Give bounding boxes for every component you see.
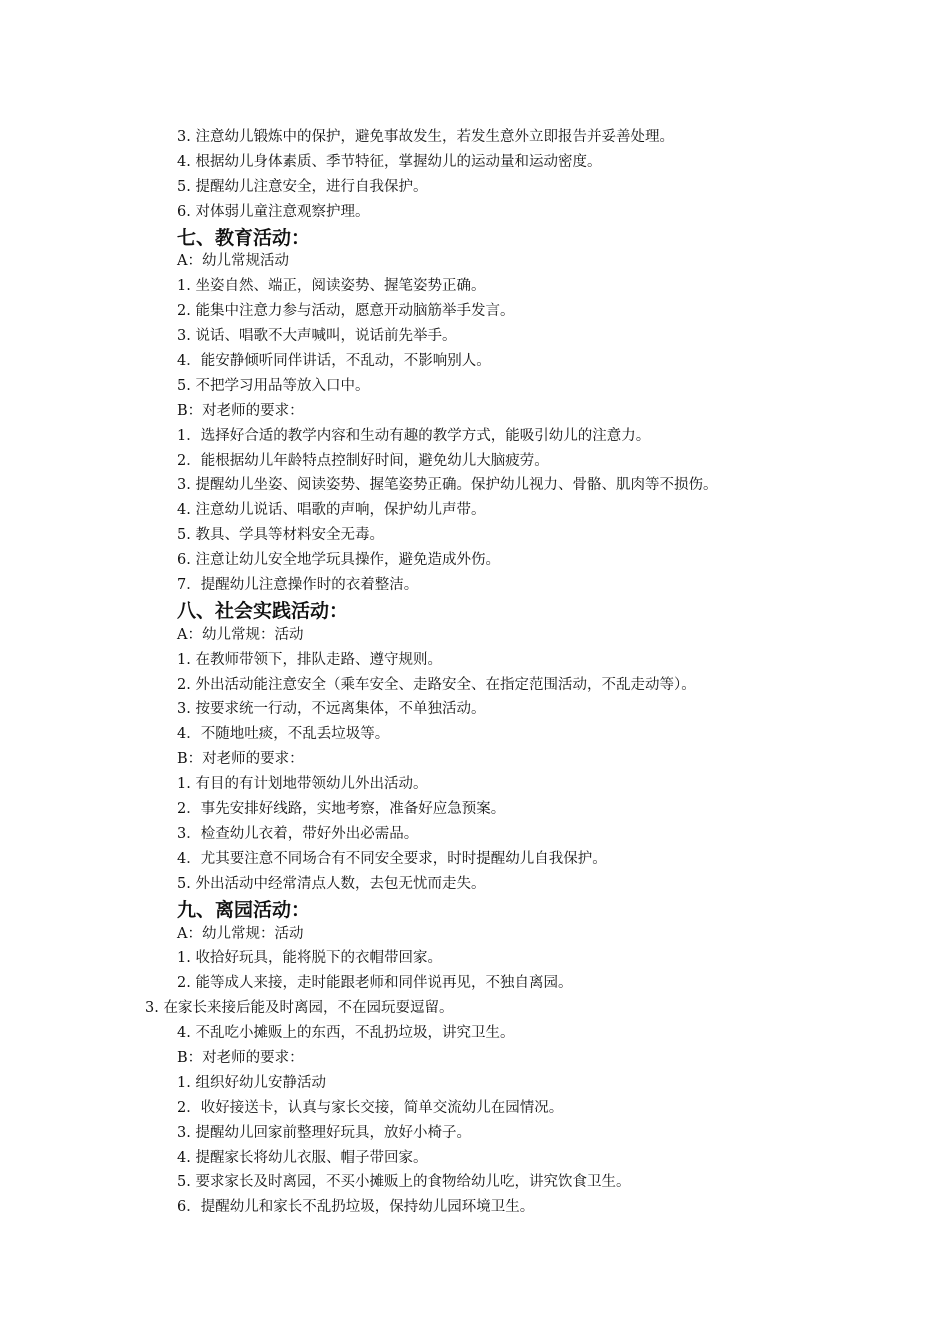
section-heading: 九、离园活动： xyxy=(177,898,311,921)
subsection-label: B：对老师的要求： xyxy=(177,751,304,768)
text-line: 2. 外出活动能注意安全（乘车安全、走路安全、在指定范围活动，不乱走动等）。 xyxy=(177,676,696,693)
text-line: 4. 根据幼儿身体素质、季节特征，掌握幼儿的运动量和运动密度。 xyxy=(177,153,602,170)
text-line: 3. 按要求统一行动，不远离集体，不单独活动。 xyxy=(177,701,486,718)
text-line: 1. 组织好幼儿安静活动 xyxy=(177,1074,326,1091)
section-heading: 八、社会实践活动： xyxy=(177,599,349,622)
document-body xyxy=(145,125,897,1220)
text-line: 4．尤其要注意不同场合有不同安全要求，时时提醒幼儿自我保护。 xyxy=(177,850,607,867)
text-line: 4. 提醒家长将幼儿衣服、帽子带回家。 xyxy=(177,1149,428,1166)
text-line: 6. 对体弱儿童注意观察护理。 xyxy=(177,203,370,220)
text-line: 7．提醒幼儿注意操作时的衣着整洁。 xyxy=(177,577,419,594)
subsection-label: B：对老师的要求： xyxy=(177,1049,304,1066)
text-line: 5. 要求家长及时离园，不买小摊贩上的食物给幼儿吃，讲究饮食卫生。 xyxy=(177,1174,631,1191)
text-line: 1. 收拾好玩具，能将脱下的衣帽带回家。 xyxy=(177,950,442,967)
text-line: 1. 有目的有计划地带领幼儿外出活动。 xyxy=(177,776,428,793)
text-line: 2. 能等成人来接，走时能跟老师和同伴说再见，不独自离园。 xyxy=(177,975,573,992)
text-line: 3．检查幼儿衣着，带好外出必需品。 xyxy=(177,825,419,842)
text-line: 2. 能集中注意力参与活动，愿意开动脑筋举手发言。 xyxy=(177,303,515,320)
text-line: 6．提醒幼儿和家长不乱扔垃圾，保持幼儿园环境卫生。 xyxy=(177,1199,535,1216)
text-line: 2．收好接送卡，认真与家长交接，简单交流幼儿在园情况。 xyxy=(177,1099,564,1116)
subsection-label: B：对老师的要求： xyxy=(177,402,304,419)
text-line: 3. 说话、唱歌不大声喊叫，说话前先举手。 xyxy=(177,328,457,345)
text-line: 5. 教具、学具等材料安全无毒。 xyxy=(177,527,384,544)
text-line: 4. 注意幼儿说话、唱歌的声响，保护幼儿声带。 xyxy=(177,502,486,519)
text-line: 3. 注意幼儿锻炼中的保护，避免事故发生，若发生意外立即报告并妥善处理。 xyxy=(177,129,674,145)
text-line: 5. 不把学习用品等放入口中。 xyxy=(177,377,370,394)
text-line: 1．选择好合适的教学内容和生动有趣的教学方式，能吸引幼儿的注意力。 xyxy=(177,427,651,444)
text-line: 4．不随地吐痰，不乱丢垃圾等。 xyxy=(177,726,390,743)
subsection-label: A：幼儿常规：活动 xyxy=(177,925,304,942)
text-line: 1. 在教师带领下，排队走路、遵守规则。 xyxy=(177,651,442,668)
text-line: 3. 在家长来接后能及时离园，不在园玩耍逗留。 xyxy=(145,1000,454,1017)
text-line: 2．能根据幼儿年龄特点控制好时间，避免幼儿大脑疲劳。 xyxy=(177,452,549,469)
text-line: 3. 提醒幼儿回家前整理好玩具，放好小椅子。 xyxy=(177,1124,471,1141)
section-heading: 七、教育活动： xyxy=(177,226,311,249)
text-line: 5. 提醒幼儿注意安全，进行自我保护。 xyxy=(177,178,428,195)
text-line: 3. 提醒幼儿坐姿、阅读姿势、握笔姿势正确。保护幼儿视力、骨骼、肌肉等不损伤。 xyxy=(177,477,718,494)
text-line: 1. 坐姿自然、端正，阅读姿势、握笔姿势正确。 xyxy=(177,278,486,295)
subsection-label: A：幼儿常规活动 xyxy=(177,253,289,270)
text-line: 5. 外出活动中经常清点人数，去包无忧而走失。 xyxy=(177,875,486,892)
text-line: 2．事先安排好线路，实地考察，准备好应急预案。 xyxy=(177,801,506,818)
text-line: 4. 不乱吃小摊贩上的东西，不乱扔垃圾，讲究卫生。 xyxy=(177,1025,515,1042)
subsection-label: A：幼儿常规：活动 xyxy=(177,626,304,643)
text-line: 4．能安静倾听同伴讲话，不乱动，不影响别人。 xyxy=(177,353,491,370)
text-line: 6. 注意让幼儿安全地学玩具操作，避免造成外伤。 xyxy=(177,552,500,569)
